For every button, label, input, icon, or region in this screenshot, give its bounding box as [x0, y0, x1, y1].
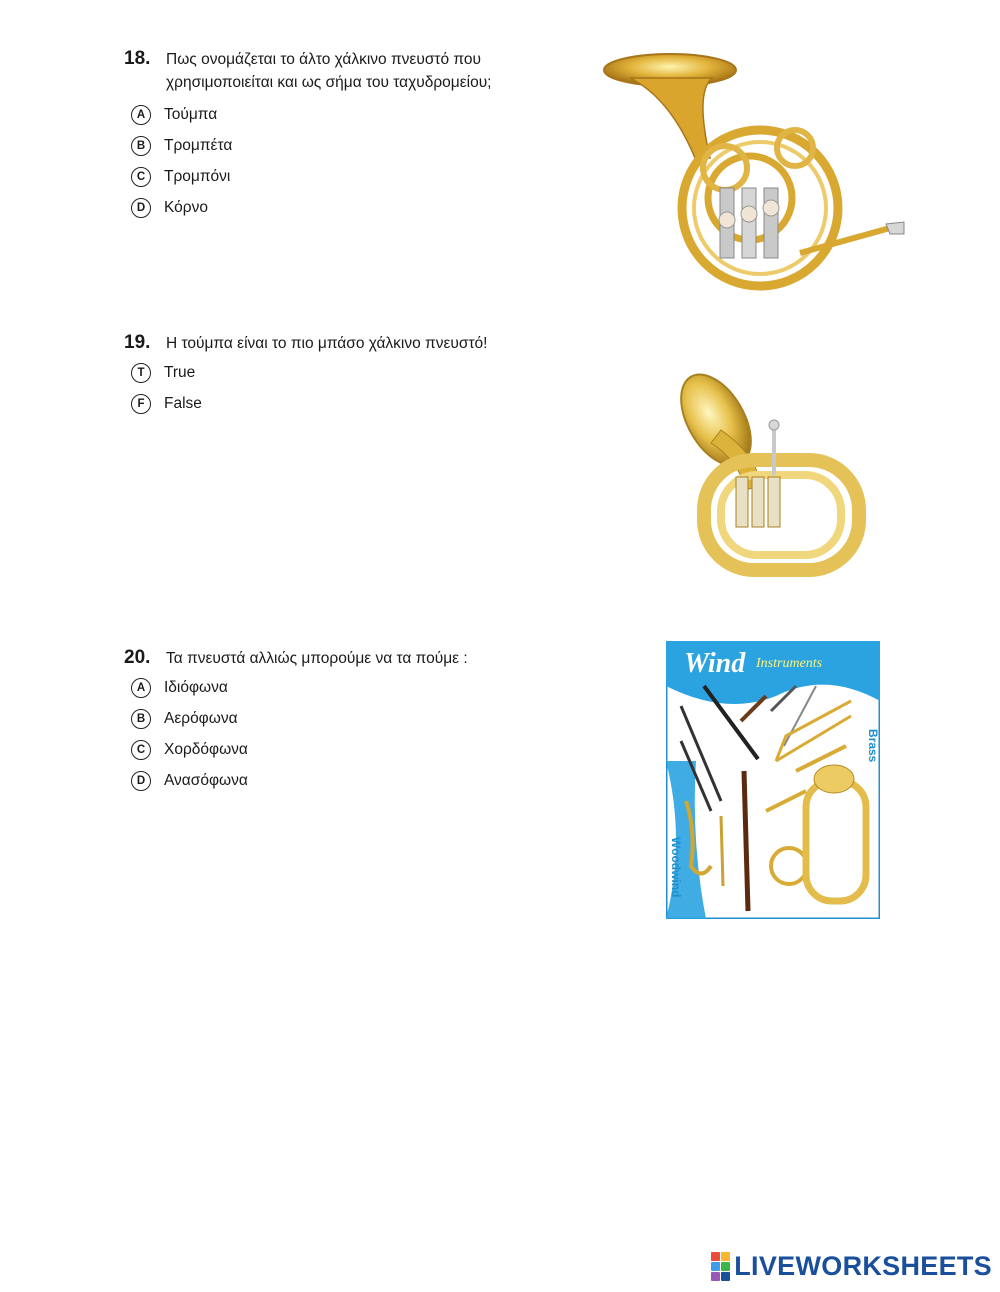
question-number: 19. — [124, 332, 151, 353]
question-18 — [124, 48, 564, 218]
option-label: Χορδόφωνα — [164, 741, 248, 758]
option-letter: A — [131, 105, 151, 125]
option-letter: B — [131, 709, 151, 729]
liveworksheets-logo-icon — [711, 1252, 730, 1281]
option-a[interactable] — [131, 678, 564, 698]
logo-text: LIVEWORKSHEETS — [734, 1251, 992, 1281]
poster-title-sub: Instruments — [756, 656, 823, 671]
option-label: Τρομπόνι — [164, 168, 231, 185]
question-20 — [124, 647, 564, 791]
option-b[interactable] — [131, 709, 564, 729]
option-letter: F — [131, 394, 151, 414]
poster-title-main: Wind — [684, 648, 746, 679]
option-label: Τρομπέτα — [164, 137, 233, 154]
question-text: Η τούμπα είναι το πιο μπάσο χάλκινο πνευστό! — [166, 335, 488, 352]
option-label: Κόρνο — [164, 199, 208, 216]
option-letter: T — [131, 363, 151, 383]
question-19 — [124, 332, 564, 414]
option-b[interactable] — [131, 136, 564, 156]
option-label: Ανασόφωνα — [164, 772, 248, 789]
tuba-image — [676, 365, 866, 580]
option-d[interactable] — [131, 198, 564, 218]
liveworksheets-logo — [711, 1251, 992, 1282]
wind-instruments-poster — [666, 641, 880, 919]
option-letter: D — [131, 771, 151, 791]
option-letter: A — [131, 678, 151, 698]
option-d[interactable] — [131, 771, 564, 791]
option-letter: B — [131, 136, 151, 156]
question-number: 20. — [124, 647, 151, 668]
option-label: True — [164, 364, 196, 381]
option-label: Τούμπα — [164, 106, 218, 123]
question-number: 18. — [124, 48, 151, 69]
question-text: Τα πνευστά αλλιώς μπορούμε να τα πούμε : — [166, 650, 468, 667]
option-label: Ιδιόφωνα — [164, 679, 228, 696]
option-a[interactable] — [131, 105, 564, 125]
poster-side-brass: Brass — [866, 729, 880, 763]
poster-side-woodwind: Woodwind — [669, 837, 683, 898]
option-letter: D — [131, 198, 151, 218]
option-label: False — [164, 395, 202, 412]
french-horn-image — [600, 48, 910, 293]
option-f[interactable] — [131, 394, 564, 414]
option-label: Αερόφωνα — [164, 710, 238, 727]
option-t[interactable] — [131, 363, 564, 383]
option-letter: C — [131, 740, 151, 760]
option-c[interactable] — [131, 167, 564, 187]
option-letter: C — [131, 167, 151, 187]
question-text: Πως ονομάζεται το άλτο χάλκινο πνευστό που χρησιμοποιείται και ως σήμα του ταχυδρομείου; — [166, 51, 492, 91]
option-c[interactable] — [131, 740, 564, 760]
